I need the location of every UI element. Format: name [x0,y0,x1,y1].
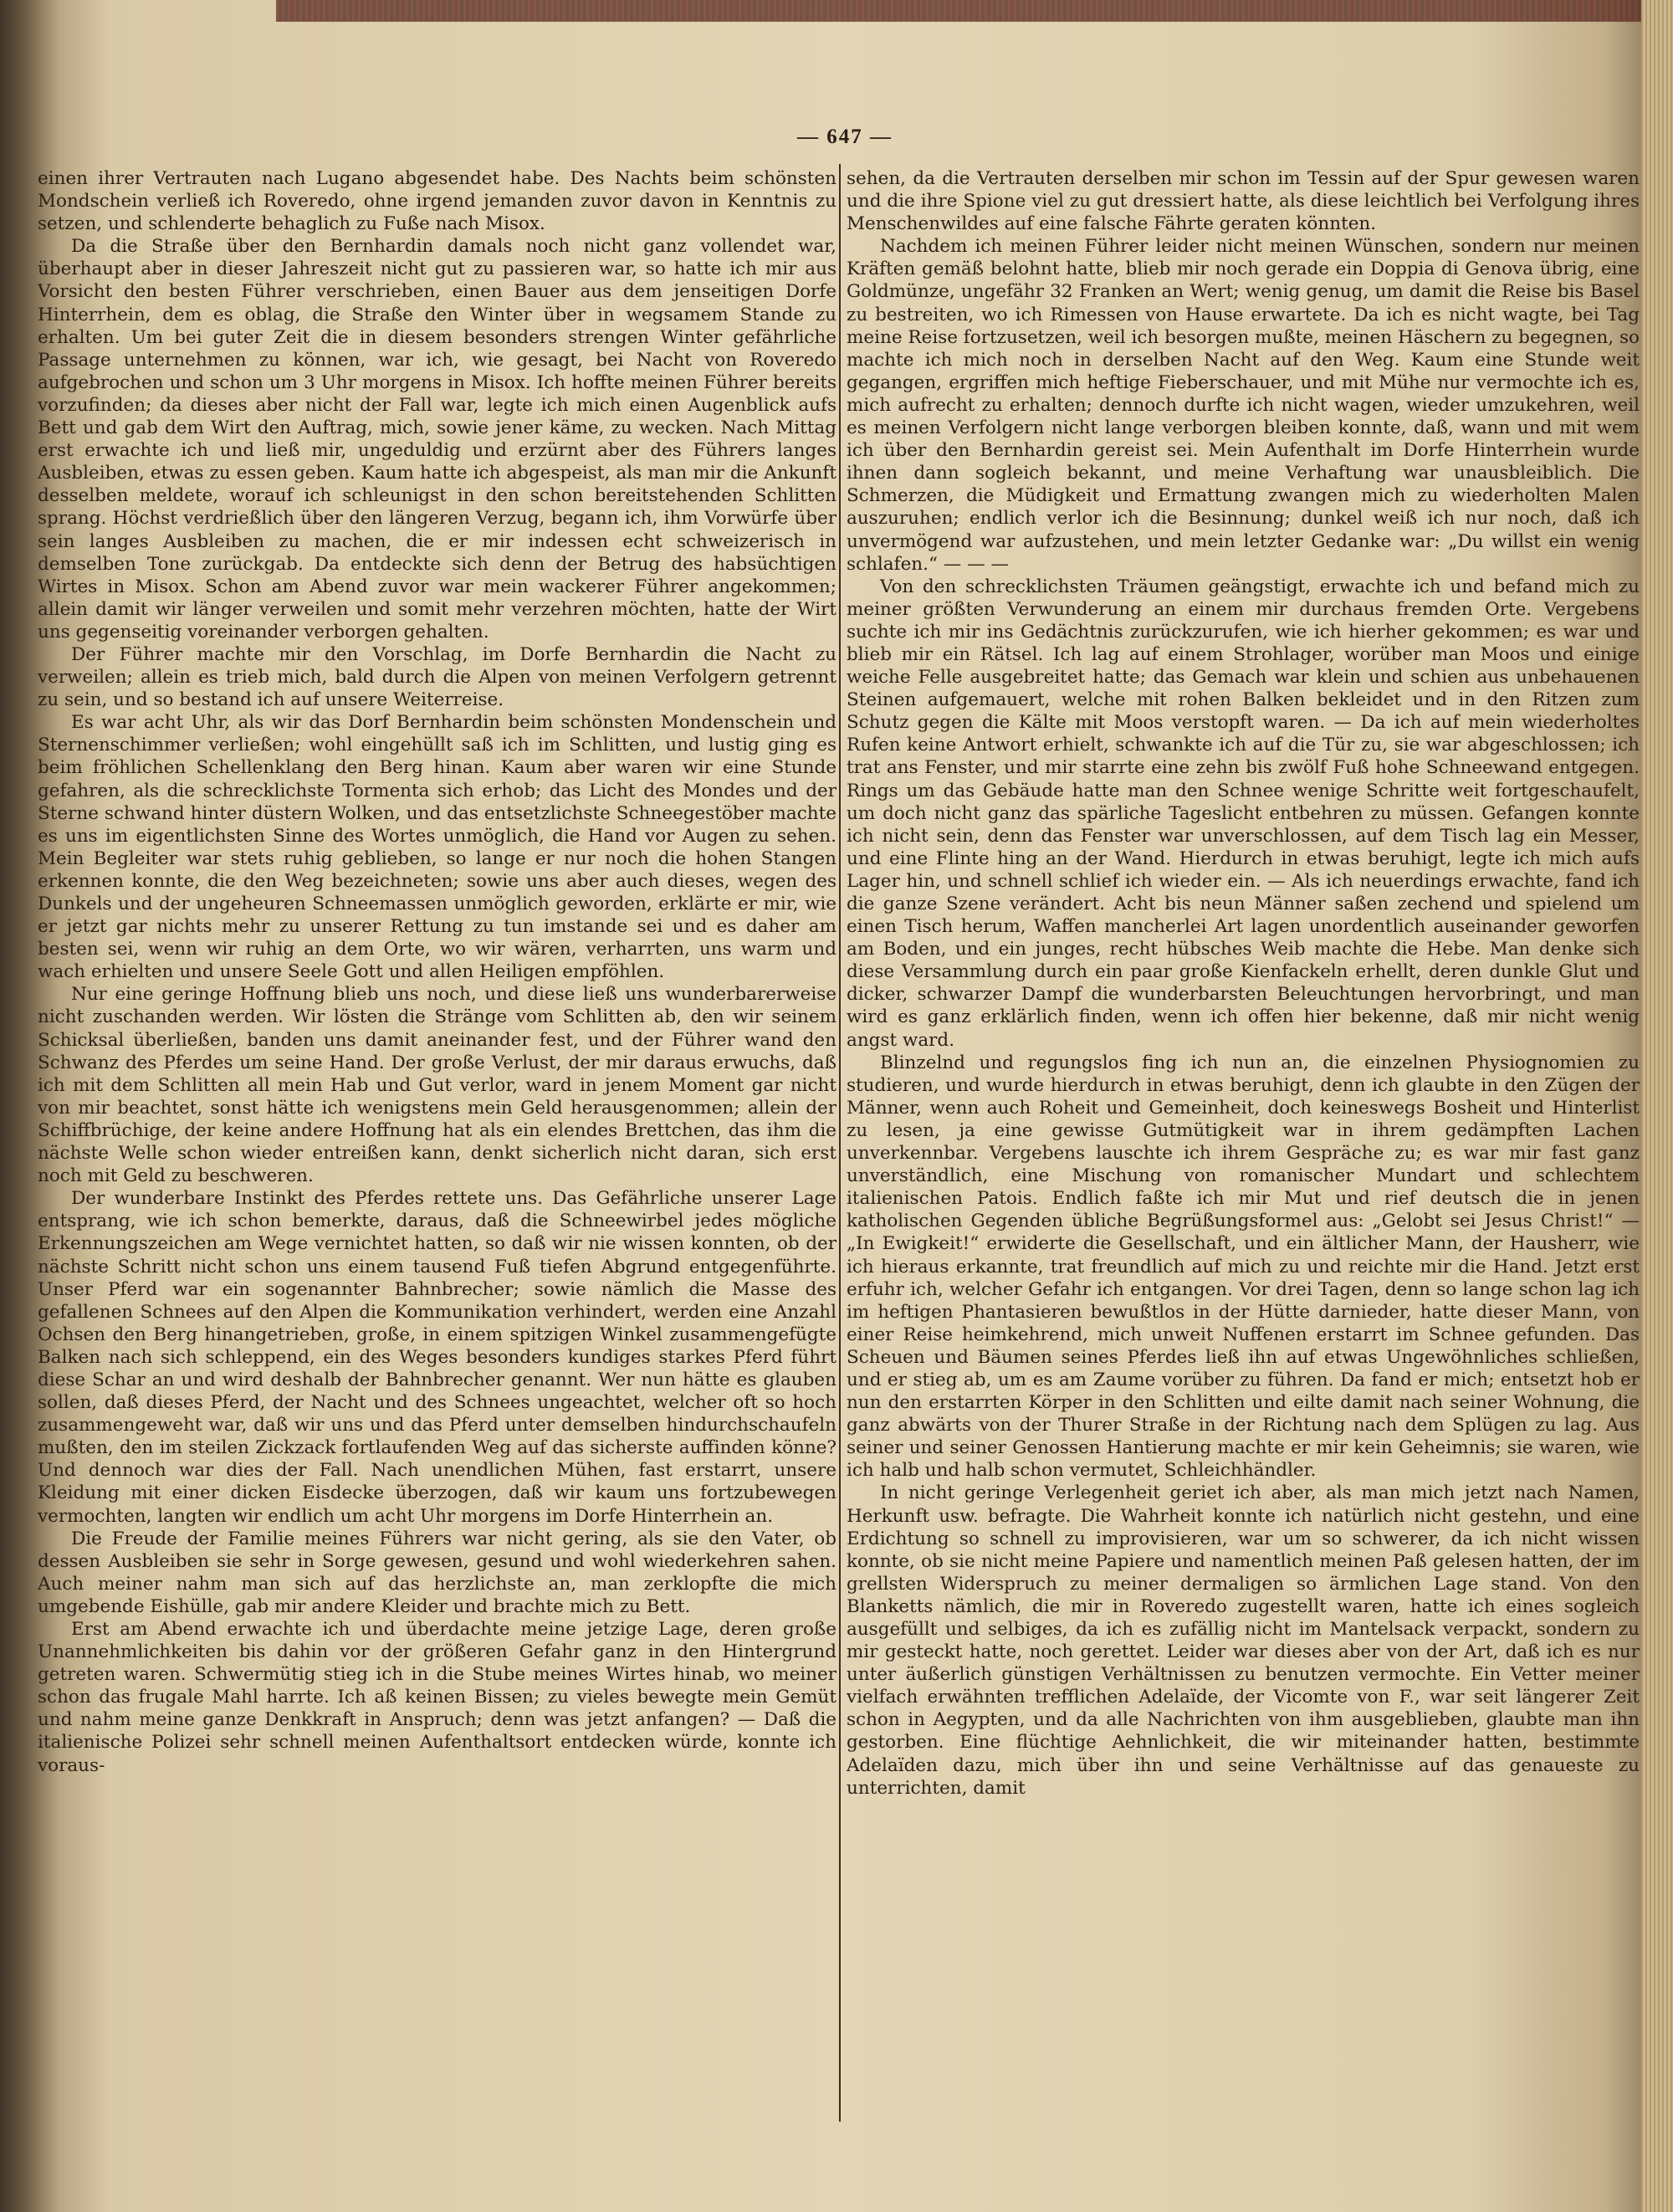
paragraph: Es war acht Uhr, als wir das Dorf Bernhardin beim schönsten Mondenschein und Sternenschimmer verließen; wohl eingehüllt saß ich im Schlitten, und lustig ging es beim fröhlichen Schellenklang den Berg hinan. Kaum aber waren wir eine Stunde gefahren, als die schrecklichste Tormenta sich erhob; das Licht des Mondes und der Sterne schwand hinter düstern Wolken, und das entsetzlichste Schneegestöber machte es uns im eigentlichsten Sinne des Wortes unmöglich, die Hand vor Augen zu sehen. Mein Begleiter war stets ruhig geblieben, so lange er nur noch die hohen Stangen erkennen konnte, die den Weg bezeichneten; sowie uns aber auch dieses, wegen des Dunkels und der ungeheuren Schneemassen unmöglich geworden, erklärte er mir, wie er jetzt gar nichts mehr zu unserer Rettung zu tun imstande sei und es daher am besten sei, wenn wir ruhig an dem Orte, wo wir wären, verharrten, uns warm und wach erhielten und unsere Seele Gott und allen Heiligen empföhlen. [38,712,836,983]
paragraph: Der wunderbare Instinkt des Pferdes rettete uns. Das Gefährliche unserer Lage entsprang, wie ich schon bemerkte, daraus, daß die Schneewirbel jedes mögliche Erkennungszeichen am Wege vernichtet hatten, so daß wir nie wissen konnten, ob der nächste Schritt nicht schon uns einem tausend Fuß tiefen Abgrund entgegenführte. Unser Pferd war ein sogenannter Bahnbrecher; sowie nämlich die Masse des gefallenen Schnees auf den Alpen die Kommunikation verhindert, werden eine Anzahl Ochsen den Berg hinangetrieben, große, in einem spitzigen Winkel zusammengefügte Balken nach sich schleppend, ein des Weges besonders kundiges starkes Pferd führt diese Schar an und wird deshalb der Bahnbrecher genannt. Wer nun hätte es glauben sollen, daß dieses Pferd, der Nacht und des Schnees ungeachtet, welcher oft so hoch zusammengeweht war, daß wir uns und das Pferd unter demselben hindurchschaufeln mußten, den im steilen Zickzack fortlaufenden Weg auf das sicherste auffinden könne? Und dennoch war dies der Fall. Nach unendlichen Mühen, fast erstarrt, unsere Kleidung mit einer dicken Eisdecke überzogen, daß wir kaum uns fortzubewegen vermochten, langten wir endlich um acht Uhr morgens im Dorfe Hinterrhein an. [38,1188,836,1527]
paragraph: Nur eine geringe Hoffnung blieb uns noch, und diese ließ uns wunderbarerweise nicht zuschanden werden. Wir lösten die Stränge vom Schlitten ab, den wir seinem Schicksal überließen, banden uns damit aneinander fest, und der Führer wand den Schwanz des Pferdes um seine Hand. Der große Verlust, der mir daraus erwuchs, daß ich mit dem Schlitten all mein Hab und Gut verlor, ward in jenem Moment gar nicht von mir beachtet, sonst hätte ich wenigstens mein Geld herausgenommen; allein der Schiffbrüchige, der keine andere Hoffnung hat als ein elendes Brettchen, das ihm die nächste Welle schon wieder entreißen kann, denkt sicherlich nicht daran, sich erst noch mit Geld zu beschweren. [38,984,836,1187]
text-column-left [38,167,836,2117]
paragraph: sehen, da die Vertrauten derselben mir schon im Tessin auf der Spur gewesen waren und die ihre Spione viel zu gut dressiert hatte, als diese leichtlich bei Verfolgung ihres Menschenwildes auf eine falsche Fährte geraten könnten. [847,168,1640,235]
book-top-edge [276,0,1673,22]
paragraph: Die Freude der Familie meines Führers war nicht gering, als sie den Vater, ob dessen Ausbleiben sie sehr in Sorge gewesen, gesund und wohl wiederkehren sahen. Auch meiner nahm man sich auf das herzlichste an, man zerklopfte die mich umgebende Eishülle, gab mir andere Kleider und brachte mich zu Bett. [38,1528,836,1617]
paragraph: In nicht geringe Verlegenheit geriet ich aber, als man mich jetzt nach Namen, Herkunft usw. befragte. Die Wahrheit konnte ich natürlich nicht gestehn, und eine Erdichtung so schnell zu improvisieren, war um so schwerer, da ich nicht wissen konnte, ob sie nicht meine Papiere und namentlich meinen Paß gelesen hatten, der im grellsten Widerspruch zu meiner dermaligen so ärmlichen Lage stand. Von den Blanketts nämlich, die mir in Roveredo zugestellt waren, hatte ich eines sogleich ausgefüllt und selbiges, da ich es zufällig nicht im Mantelsack verpackt, sondern zu mir gesteckt hatte, noch gerettet. Leider war dieses aber von der Art, daß ich es nur unter äußerlich günstigen Verhältnissen zu benutzen vermochte. Ein Vetter meiner vielfach erwähnten trefflichen Adelaïde, der Vicomte von F., war seit längerer Zeit schon in Aegypten, und da alle Nachrichten von ihm ausgeblieben, glaubte man ihn gestorben. Eine flüchtige Aehnlichkeit, die wir miteinander hatten, bestimmte Adelaïden dazu, mich über ihn und seine Verhältnisse auf das genaueste zu unterrichten, damit [847,1482,1640,1799]
paragraph: einen ihrer Vertrauten nach Lugano abgesendet habe. Des Nachts beim schönsten Mondschein verließ ich Roveredo, ohne irgend jemanden zuvor davon in Kenntnis zu setzen, und schlenderte behaglich zu Fuße nach Misox. [38,168,836,235]
paragraph: Von den schrecklichsten Träumen geängstigt, erwachte ich und befand mich zu meiner größten Verwunderung an einem mir durchaus fremden Orte. Vergebens suchte ich mir ins Gedächtnis zurückzurufen, wie ich hierher gekommen; es war und blieb mir ein Rätsel. Ich lag auf einem Strohlager, worüber man Moos und einige weiche Felle ausgebreitet hatte; das Gemach war klein und schien aus unbehauenen Steinen aufgemauert, welche mit rohen Balken bekleidet und in den Ritzen zum Schutz gegen die Kälte mit Moos verstopft waren. — Da ich auf mein wiederholtes Rufen keine Antwort erhielt, schwankte ich auf die Tür zu, sie war abgeschlossen; ich trat ans Fenster, und mir starrte eine zehn bis zwölf Fuß hohe Schneewand entgegen. Rings um das Gebäude hatte man den Schnee wenige Schritte weit fortgeschaufelt, um doch nicht ganz das spärliche Tageslicht entbehren zu müssen. Gefangen konnte ich nicht sein, denn das Fenster war unverschlossen, auf dem Tisch lag ein Messer, und eine Flinte hing an der Wand. Hierdurch in etwas beruhigt, legte ich mich aufs Lager hin, und schnell schlief ich wieder ein. — Als ich neuerdings erwachte, fand ich die ganze Szene verändert. Acht bis neun Männer saßen zechend und spielend um einen Tisch herum, Waffen mancherlei Art lagen unordentlich auseinander geworfen am Boden, und ein junges, recht hübsches Weib machte die Hebe. Man denke sich diese Versammlung durch ein paar große Kienfackeln erhellt, deren dunkle Glut und dicker, schwarzer Dampf die wunderbarsten Beleuchtungen hervorbringt, und man wird es ganz erklärlich finden, wenn ich offen hier bekenne, daß mir nicht wenig angst ward. [847,576,1640,1051]
paragraph: Erst am Abend erwachte ich und überdachte meine jetzige Lage, deren große Unannehmlichkeiten bis dahin vor der größeren Gefahr ganz in den Hintergrund getreten waren. Schwermütig stieg ich in die Stube meines Wirtes hinab, wo meiner schon das frugale Mahl harrte. Ich aß keinen Bissen; zu vieles bewegte mein Gemüt und nahm meine ganze Denkkraft in Anspruch; denn was jetzt anfangen? — Daß die italienische Polizei sehr schnell meinen Aufenthaltsort entdecken würde, konnte ich voraus- [38,1619,836,1776]
book-page-edges [1641,0,1673,2212]
paragraph: Der Führer machte mir den Vorschlag, im Dorfe Bernhardin die Nacht zu verweilen; allein es trieb mich, bald durch die Alpen von meinen Verfolgern getrennt zu sein, und so bestand ich auf unsere Weiterreise. [38,643,836,711]
paragraph: Nachdem ich meinen Führer leider nicht meinen Wünschen, sondern nur meinen Kräften gemäß belohnt hatte, blieb mir noch gerade ein Doppia di Genova übrig, eine Goldmünze, ungefähr 32 Franken an Wert; wenig genug, um damit die Reise bis Basel zu bestreiten, wo ich Rimessen von Hause erwartete. Da ich es nicht wagte, bei Tag meine Reise fortzusetzen, weil ich besorgen mußte, meinen Häschern zu begegnen, so machte ich mich noch in derselben Nacht auf den Weg. Kaum eine Stunde weit gegangen, ergriffen mich heftige Fieberschauer, und mit Mühe nur vermochte ich es, mich aufrecht zu erhalten; dennoch durfte ich nicht wagen, wieder umzukehren, weil es meinen Verfolgern nicht lange verborgen bleiben konnte, daß, wann und mit wem ich über den Bernhardin gereist sei. Mein Aufenthalt im Dorfe Hinterrhein wurde ihnen dann sogleich bekannt, und meine Verhaftung war unausbleiblich. Die Schmerzen, die Müdigkeit und Ermattung zwangen mich zu wiederholten Malen auszuruhen; endlich verlor ich die Besinnung; dunkel weiß ich nur noch, daß ich unvermögend war aufzustehen, und mein letzter Gedanke war: „Du willst ein wenig schlafen.“ — — — [847,236,1640,575]
text-column-right [847,167,1640,2117]
paragraph: Blinzelnd und regungslos fing ich nun an, die einzelnen Physiognomien zu studieren, und wurde hierdurch in etwas beruhigt, denn ich glaubte in den Zügen der Männer, wenn auch Roheit und Gemeinheit, doch keineswegs Bosheit und Hinterlist zu lesen, ja eine gewisse Gutmütigkeit war in ihrem gedämpften Lachen unverkennbar. Vergebens lauschte ich ihrem Gespräche zu; es war mir fast ganz unverständlich, eine Mischung von romanischer Mundart und schlechtem italienischen Patois. Endlich faßte ich mir Mut und rief deutsch die in jenen katholischen Gegenden übliche Begrüßungsformel aus: „Gelobt sei Jesus Christ!“ — „In Ewigkeit!“ erwiderte die Gesellschaft, und ein ältlicher Mann, der Hausherr, wie ich hieraus erkannte, trat freundlich auf mich zu und reichte mir die Hand. Jetzt erst erfuhr ich, welcher Gefahr ich entgangen. Vor drei Tagen, denn so lange schon lag ich im heftigen Phantasieren bewußtlos in der Hütte darnieder, hatte dieser Mann, von einer Reise heimkehrend, mich unweit Nuffenen erstarrt im Schnee gefunden. Das Scheuen und Bäumen seines Pferdes ließ ihn auf etwas Ungewöhnliches schließen, und er stieg ab, um es am Zaume vorüber zu führen. Da fand er mich; entsetzt hob er nun den erstarrten Körper in den Schlitten und eilte damit nach seiner Wohnung, die ganz abwärts von der Thurer Straße in der Richtung nach dem Splügen zu lag. Aus seiner und seiner Genossen Hantierung machte er mir kein Geheimnis; sie waren, wie ich halb und halb schon vermutet, Schleichhändler. [847,1052,1640,1482]
column-divider [839,164,841,2122]
paragraph: Da die Straße über den Bernhardin damals noch nicht ganz vollendet war, überhaupt aber in dieser Jahreszeit nicht gut zu passieren war, so hatte ich mir aus Vorsicht den besten Führer verschrieben, einen Bauer aus dem jenseitigen Dorfe Hinterrhein, dem es oblag, die Straße den Winter über in wegsamem Stande zu erhalten. Um bei guter Zeit die in diesem besonders strengen Winter gefährliche Passage unternehmen zu können, war ich, wie gesagt, bei Nacht von Roveredo aufgebrochen und schon um 3 Uhr morgens in Misox. Ich hoffte meinen Führer bereits vorzufinden; da dieses aber nicht der Fall war, legte ich mich einen Augenblick aufs Bett und gab dem Wirt den Auftrag, mich, sowie jener käme, zu wecken. Nach Mittag erst erwachte ich und ließ mir, ungeduldig und erzürnt aber des Führers langes Ausbleiben, etwas zu essen geben. Kaum hatte ich abgespeist, als man mir die Ankunft desselben meldete, worauf ich schleunigst in den schon bereitstehenden Schlitten sprang. Höchst verdrießlich über den längeren Verzug, begann ich, ihm Vorwürfe über sein langes Ausbleiben zu machen, die er mir indessen echt schweizerisch in demselben Tone zurückgab. Da entdeckte sich denn der Betrug des habsüchtigen Wirtes in Misox. Schon am Abend zuvor war mein wackerer Führer angekommen; allein damit wir länger verweilen und somit mehr verzehren möchten, hatte der Wirt uns gegenseitig voreinander verborgen gehalten. [38,236,836,643]
page-number: — 647 — [797,125,893,148]
